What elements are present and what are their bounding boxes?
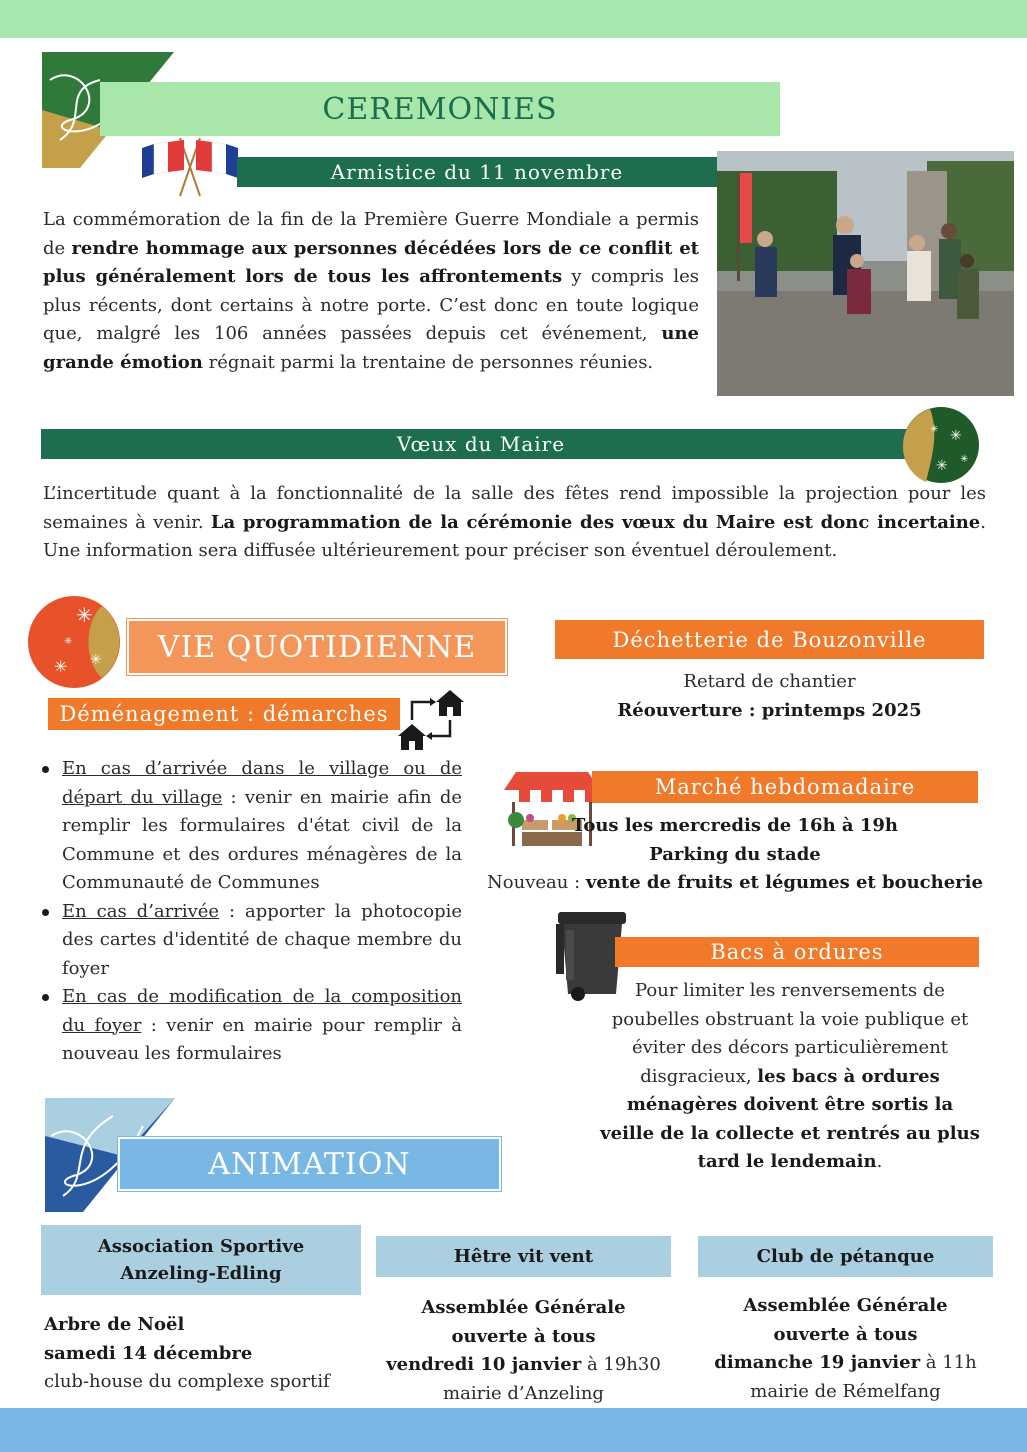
demenagement-heading: Déménagement : démarches <box>59 702 389 726</box>
house-move-icon <box>398 688 464 752</box>
svg-text:✳: ✳ <box>950 428 962 444</box>
petanque-heading: Club de pétanque <box>756 1246 935 1267</box>
voeux-heading: Vœux du Maire <box>396 432 566 456</box>
svg-text:✳: ✳ <box>936 458 948 474</box>
marche-text: Tous les mercredis de 16h à 19h Parking du stade Nouveau : vente de fruits et légumes et boucherie <box>487 815 983 893</box>
bacs-paragraph: Pour limiter les renversements de poubelles obstruant la voie publique et éviter des décors particulièrement disgracieux, les bacs à ordures ménagères doivent être sortis la veille de la collecte et rentrés au plus tard le lendemain. <box>600 980 980 1172</box>
hetre-heading: Hêtre vit vent <box>453 1246 594 1267</box>
marche-heading: Marché hebdomadaire <box>654 775 916 799</box>
petanque-heading-banner <box>698 1236 993 1277</box>
svg-text:✳: ✳ <box>960 454 969 465</box>
svg-text:✳: ✳ <box>64 636 73 647</box>
voeux-paragraph: L’incertitude quant à la fonctionnalité de la salle des fêtes rend impossible la projection pour les semaines à venir. La programmation de la cérémonie des vœux du Maire est donc incertaine. Une information sera diffusée ultérieurement pour préciser son éventuel déroulement. <box>43 483 986 561</box>
list-item: En cas d’arrivée dans le village ou de départ du village : venir en mairie afin de remplir les formulaires d'état civil de la Commune et des ordures ménagères de la Communauté de Communes <box>44 755 462 898</box>
armistice-paragraph: La commémoration de la fin de la Première Guerre Mondiale a permis de rendre hommage aux personnes décédées lors de ce conflit et plus généralement lors de tous les affrontements y compris les plus récents, dont certains à notre porte. C’est donc en toute logique que, malgré les 106 années passées depuis cet événement, une grande émotion régnait parmi la trentaine de personnes réunies. <box>43 209 700 373</box>
demenagement-list <box>44 755 462 1069</box>
as-text: Arbre de Noël samedi 14 décembre club-house du complexe sportif <box>44 1314 330 1392</box>
animation-title: ANIMATION <box>208 1146 411 1182</box>
bacs-heading: Bacs à ordures <box>710 940 884 964</box>
hetre-text: Assemblée Générale ouverte à tous vendredi 10 janvier à 19h30 mairie d’Anzeling <box>386 1297 661 1404</box>
decorative-sparkle-circle-orange <box>24 592 130 692</box>
dechetterie-heading-banner <box>555 620 984 659</box>
french-flags-icon <box>140 134 240 200</box>
svg-text:✳: ✳ <box>54 657 68 676</box>
hetre-heading-banner <box>376 1236 671 1277</box>
bacs-heading-banner <box>615 937 979 967</box>
animation-banner <box>118 1137 501 1191</box>
vie-quotidienne-title: VIE QUOTIDIENNE <box>157 629 477 665</box>
demenagement-heading-banner <box>48 698 400 730</box>
decorative-sparkle-circle-green <box>900 404 982 486</box>
marche-heading-banner <box>592 771 978 803</box>
bottom-color-band <box>0 1408 1027 1452</box>
top-color-band <box>0 0 1027 38</box>
svg-text:✳: ✳ <box>90 652 102 668</box>
voeux-heading-banner <box>41 429 921 459</box>
ceremony-photo <box>717 151 1014 396</box>
petanque-text: Assemblée Générale ouverte à tous dimanche 19 janvier à 11h mairie de Rémelfang <box>714 1295 977 1402</box>
svg-text:✳: ✳ <box>76 603 93 627</box>
vie-quotidienne-banner <box>127 619 507 675</box>
list-item: En cas d’arrivée : apporter la photocopie des cartes d'identité de chaque membre du foyer <box>44 898 462 984</box>
dechetterie-text: Retard de chantier Réouverture : printemps 2025 <box>617 671 922 721</box>
dechetterie-heading: Déchetterie de Bouzonville <box>612 627 927 652</box>
ceremonies-title: CEREMONIES <box>322 91 558 127</box>
as-heading-line2: Anzeling-Edling <box>120 1263 282 1284</box>
armistice-heading: Armistice du 11 novembre <box>330 160 624 184</box>
list-item: En cas de modification de la composition du foyer : venir en mairie pour remplir à nouveau les formulaires <box>44 983 462 1069</box>
armistice-heading-banner <box>237 157 717 187</box>
as-heading-line1: Association Sportive <box>97 1236 305 1257</box>
svg-text:✳: ✳ <box>930 424 939 435</box>
ceremonies-banner <box>100 82 780 136</box>
as-heading-banner <box>41 1225 361 1295</box>
